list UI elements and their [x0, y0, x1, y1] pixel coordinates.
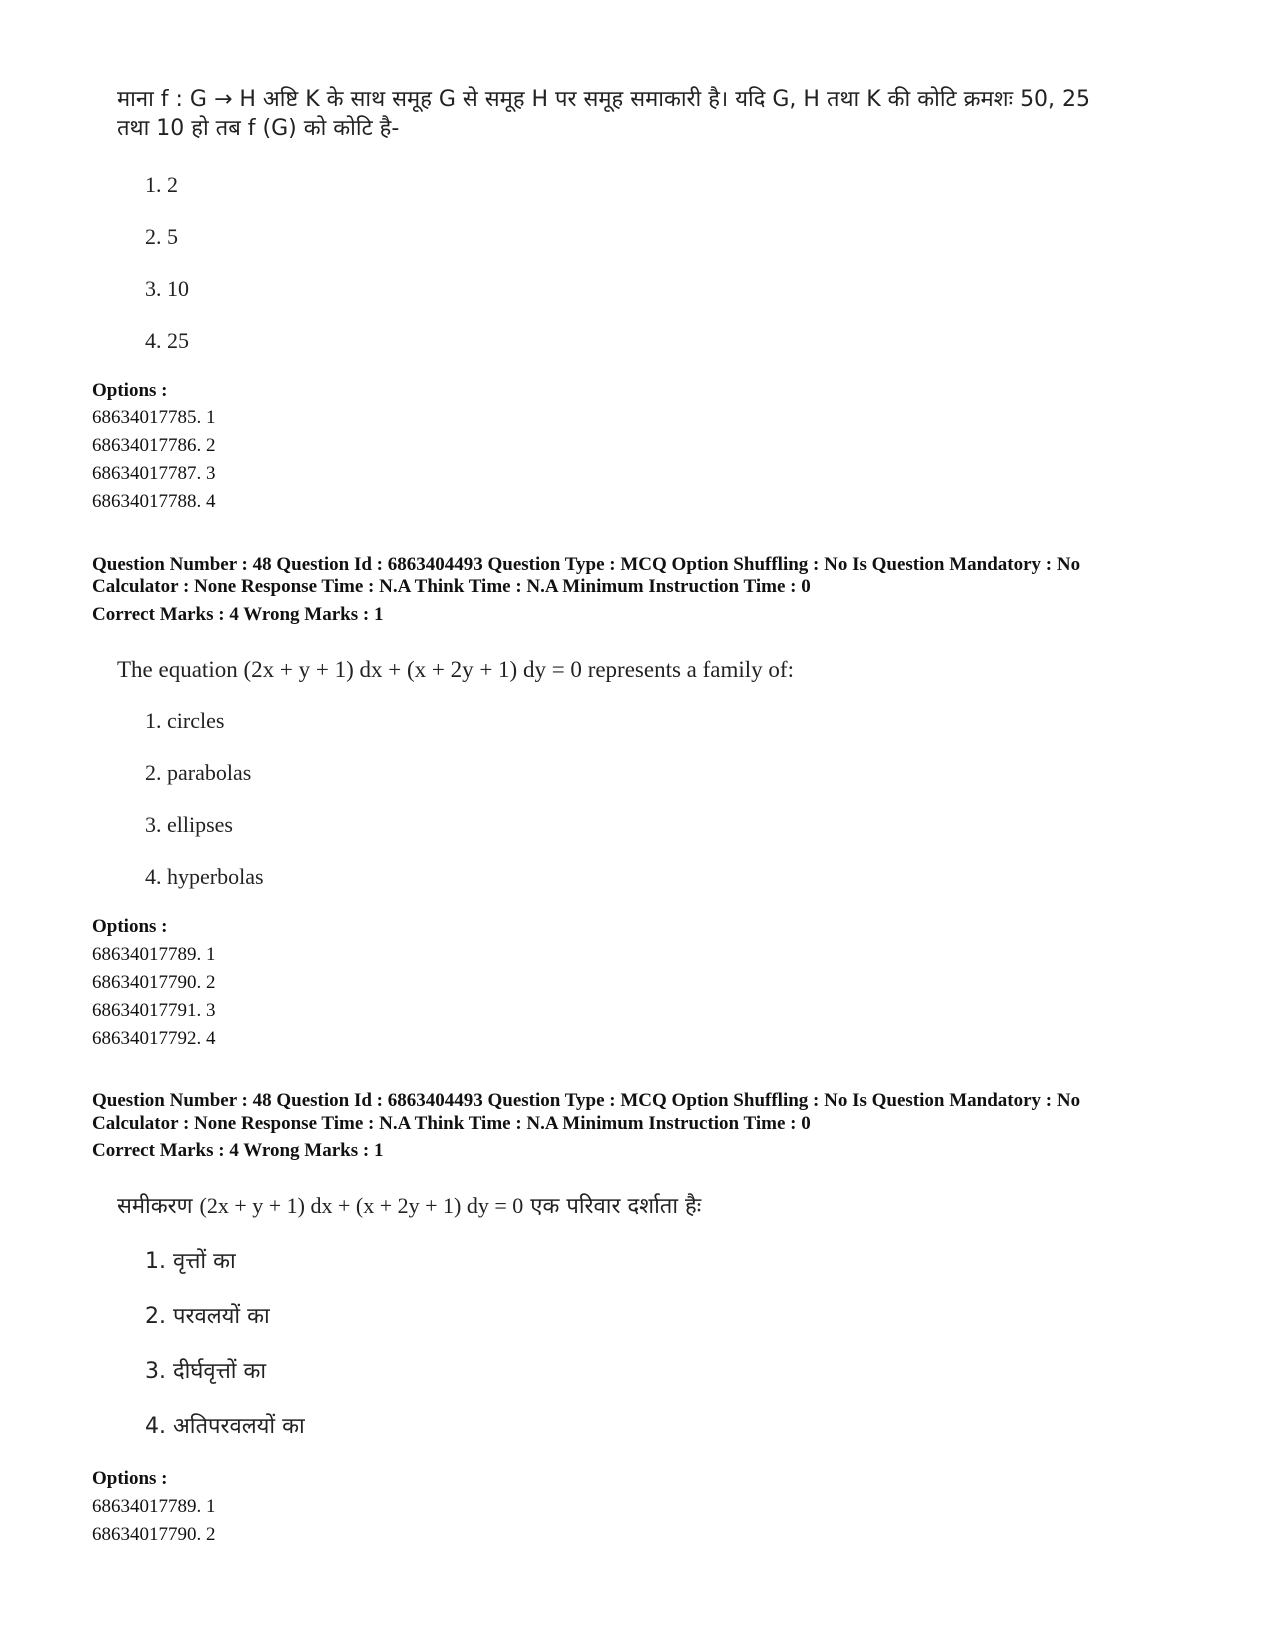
q48-en-option-1: 68634017789. 1: [92, 944, 216, 965]
q47-option-1: 68634017785. 1: [92, 407, 216, 428]
q48-hi-choice-2: 2. परवलयों का: [145, 1304, 270, 1329]
q48-en-choice-2: 2. parabolas: [145, 760, 252, 785]
q47-option-2: 68634017786. 2: [92, 435, 216, 456]
q48-en-question-text: [117, 656, 1157, 683]
q48-en-text-suffix: represents a family of:: [581, 657, 794, 682]
q47-option-4: 68634017788. 4: [92, 491, 216, 512]
q48-en-equation: (2x + y + 1) dx + (x + 2y + 1) dy = 0: [243, 657, 582, 682]
q48-en-meta-line-2: Calculator : None Response Time : N.A Think Time : N.A Minimum Instruction Time : 0: [92, 576, 811, 597]
q48-hi-options-heading: Options :: [92, 1468, 168, 1489]
q48-en-meta-line-1: Question Number : 48 Question Id : 6863404493 Question Type : MCQ Option Shuffling : No Is Question Mandatory : No: [92, 554, 1081, 575]
q48-hi-text-suffix: एक परिवार दर्शाता हैः: [523, 1194, 702, 1219]
q48-hi-meta-line-1: Question Number : 48 Question Id : 6863404493 Question Type : MCQ Option Shuffling : No Is Question Mandatory : No: [92, 1090, 1081, 1111]
q48-en-marks: Correct Marks : 4 Wrong Marks : 1: [92, 604, 384, 625]
q47-option-3: 68634017787. 3: [92, 463, 216, 484]
q47-choice-2: 2. 5: [145, 224, 178, 249]
q48-en-choice-3: 3. ellipses: [145, 812, 233, 837]
q48-en-choice-1: 1. circles: [145, 708, 225, 733]
q48-hi-option-2: 68634017790. 2: [92, 1524, 216, 1545]
q48-hi-choice-4: 4. अतिपरवलयों का: [145, 1414, 305, 1439]
q48-hi-choice-1: 1. वृत्तों का: [145, 1249, 236, 1274]
q48-hi-choice-3: 3. दीर्घवृत्तों का: [145, 1359, 267, 1384]
q48-en-option-2: 68634017790. 2: [92, 972, 216, 993]
question-47-text-line-1: माना f : G → H अष्टि K के साथ समूह G से समूह H पर समूह समाकारी है। यदि G, H तथा K की कोटि क्रमशः 50, 25: [117, 87, 1091, 112]
q48-hi-question-text: [117, 1192, 1157, 1221]
q47-choice-3: 3. 10: [145, 276, 189, 301]
question-47-text-line-2: तथा 10 हो तब f (G) को कोटि है-: [117, 116, 400, 141]
q48-en-option-3: 68634017791. 3: [92, 1000, 216, 1021]
q48-en-option-4: 68634017792. 4: [92, 1028, 216, 1049]
q48-hi-equation: (2x + y + 1) dx + (x + 2y + 1) dy = 0: [199, 1193, 524, 1218]
q48-hi-meta-line-2: Calculator : None Response Time : N.A Think Time : N.A Minimum Instruction Time : 0: [92, 1113, 811, 1134]
q48-en-choice-4: 4. hyperbolas: [145, 864, 264, 889]
q48-en-text-prefix: The equation: [117, 657, 244, 682]
q47-choice-4: 4. 25: [145, 328, 189, 353]
q48-hi-option-1: 68634017789. 1: [92, 1496, 216, 1517]
q48-hi-text-prefix: समीकरण: [117, 1194, 200, 1219]
q47-options-heading: Options :: [92, 380, 168, 401]
q47-choice-1: 1. 2: [145, 172, 178, 197]
q48-hi-marks: Correct Marks : 4 Wrong Marks : 1: [92, 1140, 384, 1161]
q48-en-options-heading: Options :: [92, 916, 168, 937]
